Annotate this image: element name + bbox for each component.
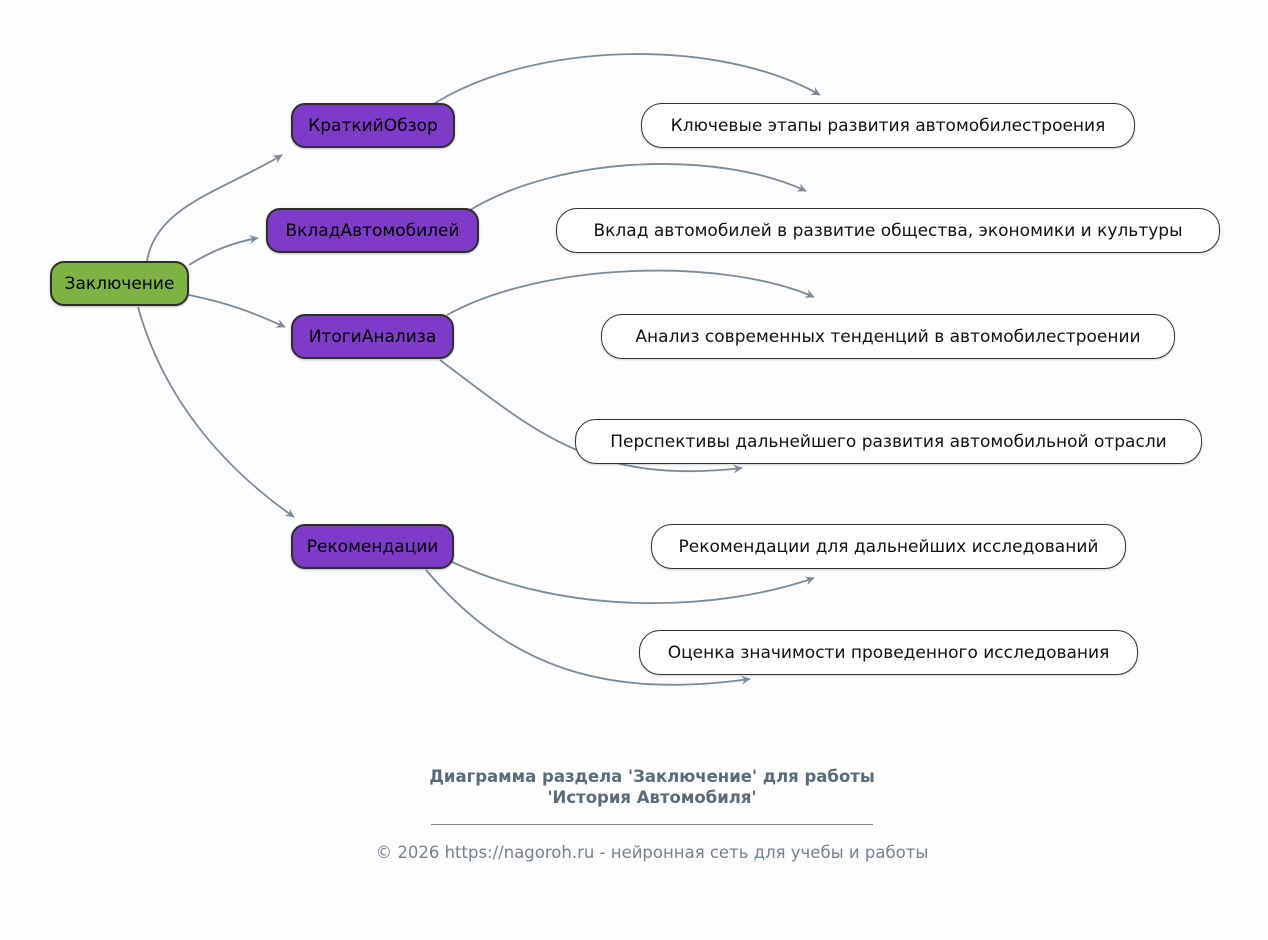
footer-title-line1: Диаграмма раздела 'Заключение' для работы (429, 767, 875, 786)
edge-root-vklad (189, 238, 258, 265)
edge-vklad-d2 (470, 164, 806, 210)
detail-box-significance (639, 630, 1138, 675)
diagram-footer (252, 766, 1052, 862)
root-node-label: Заключение (64, 273, 175, 294)
edge-root-itogi (189, 295, 285, 327)
detail-box-key-stages (641, 103, 1135, 148)
footer-copyright: © 2026 https://nagoroh.ru - нейронная сеть для учебы и работы (375, 843, 929, 862)
detail-box-label: Оценка значимости проведенного исследования (667, 642, 1110, 663)
root-node-zaklyuchenie (50, 261, 189, 306)
edge-root-rekom (138, 307, 294, 517)
edge-kratkiy-d1 (432, 54, 820, 105)
branch-node-label: Рекомендации (306, 536, 439, 557)
detail-box-label: Анализ современных тенденций в автомобилестроении (635, 326, 1141, 347)
edge-itogi-d3 (447, 271, 814, 315)
branch-node-label: КраткийОбзор (308, 115, 438, 136)
detail-box-recommendations (651, 524, 1126, 569)
branch-node-vklad-avtomobiley (266, 208, 479, 253)
detail-box-perspectives (575, 419, 1202, 464)
footer-title-line2: 'История Автомобиля' (547, 788, 757, 807)
branch-node-kratkiy-obzor (291, 103, 455, 148)
edge-root-kratkiy (147, 155, 282, 261)
branch-node-itogi-analiza (291, 314, 454, 359)
detail-box-contribution (556, 208, 1220, 253)
detail-box-label: Ключевые этапы развития автомобилестроения (670, 115, 1106, 136)
branch-node-label: ВкладАвтомобилей (285, 220, 460, 241)
footer-divider (431, 824, 873, 825)
branch-node-label: ИтогиАнализа (308, 326, 437, 347)
detail-box-modern-trends (601, 314, 1175, 359)
detail-box-label: Вклад автомобилей в развитие общества, экономики и культуры (593, 220, 1183, 241)
detail-box-label: Рекомендации для дальнейших исследований (678, 536, 1099, 557)
detail-box-label: Перспективы дальнейшего развития автомобильной отрасли (610, 431, 1167, 452)
branch-node-rekomendacii (291, 524, 454, 569)
